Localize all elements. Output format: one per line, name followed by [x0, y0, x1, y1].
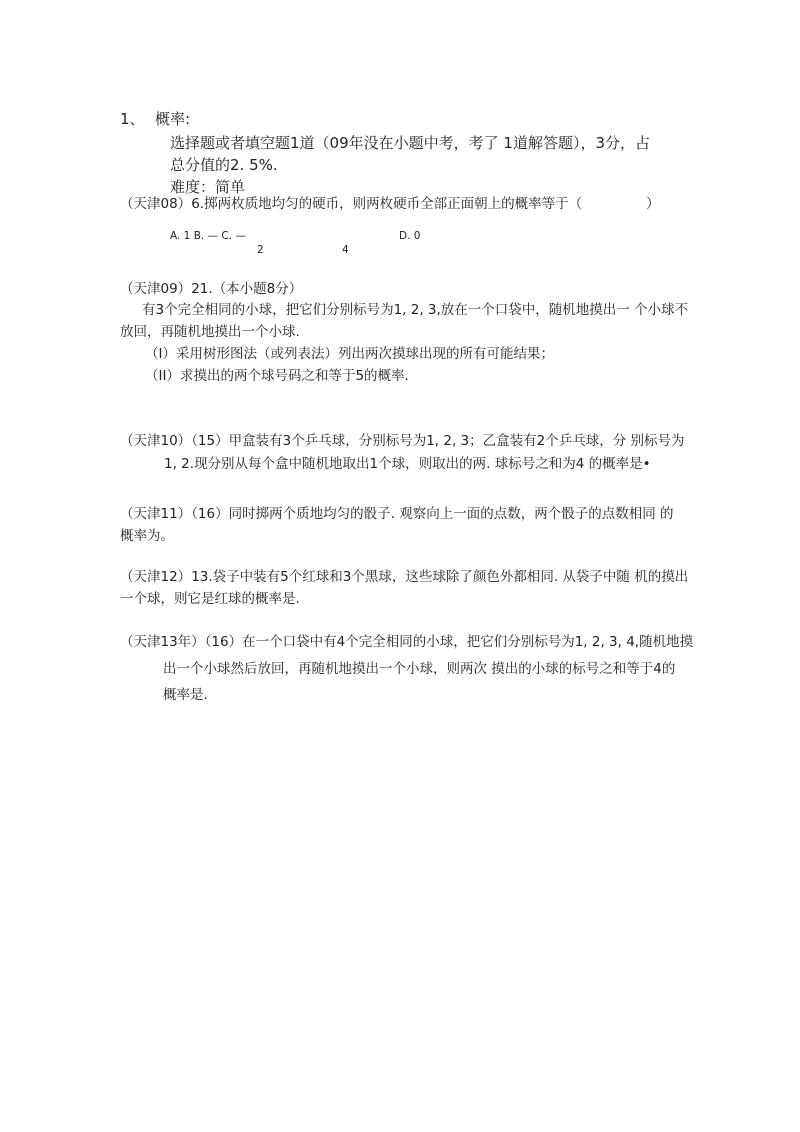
- question-text: （16）在一个口袋中有4个完全相同的小球，把它们分别标号为1, 2, 3, 4,随机地摸: [204, 634, 694, 650]
- question-2009-part-1: （I）采用树形图法（或列表法）列出两次摸球出现的所有可能结果；: [145, 346, 554, 362]
- intro-line-2: 总分值的2. 5%.: [170, 156, 278, 174]
- question-tag: （天津11）: [120, 506, 192, 522]
- question-text: （15）甲盒装有3个乒乓球，分别标号为1, 2, 3；乙盒装有2个乒乓球，分 别标号为: [191, 433, 685, 449]
- question-header: 21.（本小题8分）: [191, 281, 303, 297]
- question-2012-line-1: [120, 568, 688, 586]
- question-text: 13.袋子中装有5个红球和3个黑球，这些球除了颜色外都相同. 从袋子中随 机的摸出: [191, 569, 689, 585]
- question-2009-part-2: （II）求摸出的两个球号码之和等于5的概率.: [145, 368, 409, 384]
- question-text: 6.掷两枚质地均匀的硬币，则两枚硬币全部正面朝上的概率等于（: [191, 196, 583, 212]
- question-2012-line-2: 一个球，则它是红球的概率是.: [120, 591, 300, 607]
- question-2008: [120, 195, 660, 213]
- question-2013-line-1: [120, 633, 693, 651]
- question-2009-line-1: 有3个完全相同的小球，把它们分别标号为1, 2, 3,放在一个口袋中，随机地摸出一 个小球不: [142, 302, 689, 318]
- question-text: （16）同时掷两个质地均匀的骰子. 观察向上一面的点数，两个骰子的点数相同 的: [191, 506, 674, 522]
- option-d: D. 0: [399, 230, 421, 242]
- option-b-denominator: 2: [257, 244, 264, 256]
- question-tag: （天津13年）: [120, 634, 205, 650]
- question-tag: （天津10）: [120, 433, 192, 449]
- intro-line-1: 选择题或者填空题1道（09年没在小题中考，考了 1道解答题），3分，占: [170, 134, 650, 152]
- question-2009-line-2: 放回，再随机地摸出一个小球.: [120, 324, 300, 340]
- question-2010-line-1: [120, 432, 685, 450]
- close-paren: ）: [646, 196, 660, 212]
- question-2011-line-1: [120, 505, 674, 523]
- question-2011-line-2: 概率为。: [120, 528, 174, 544]
- option-c-denominator: 4: [342, 244, 349, 256]
- question-tag: （天津08）: [120, 196, 192, 212]
- question-2010-line-2: 1, 2.现分别从每个盒中随机地取出1个球，则取出的两. 球标号之和为4 的概率是•: [164, 456, 651, 472]
- difficulty-label: 难度：简单: [170, 178, 246, 196]
- question-2013-line-3: 概率是.: [163, 687, 208, 703]
- question-2013-line-2: 出一个小球然后放回，再随机地摸出一个小球，则两次 摸出的小球的标号之和等于4的: [163, 661, 676, 677]
- section-number: 1、: [120, 110, 145, 128]
- section-title: 概率:: [155, 110, 191, 128]
- question-tag: （天津12）: [120, 569, 192, 585]
- options-a-b-c: A. 1 B. — C. —: [170, 230, 246, 242]
- question-tag: （天津09）: [120, 281, 192, 297]
- question-2009-header: [120, 280, 302, 298]
